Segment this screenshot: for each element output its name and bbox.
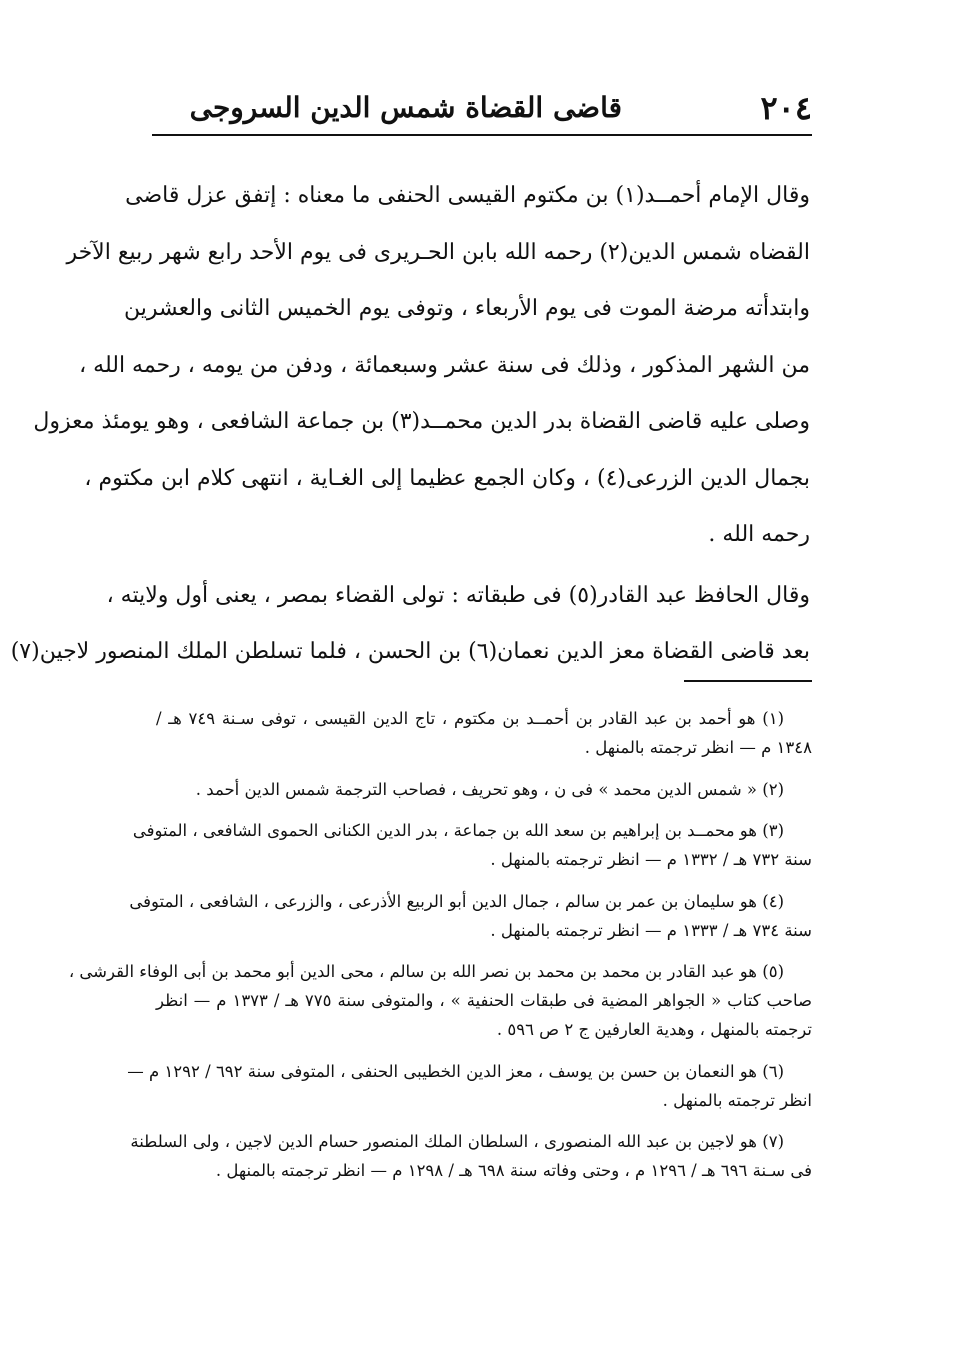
main-text [10, 168, 810, 681]
footnote-4 [129, 887, 812, 945]
footnote-line: (١) هو أحمد بن عبد القادر بن أحمــد بن مكتوم ، تاج الدين القيسى ، توفى سـنة ٧٤٩ هـ / [156, 709, 784, 728]
footnote-line: سنة ٧٣٢ هـ / ١٣٣٢ م — انظر ترجمته بالمنهل . [490, 850, 812, 869]
text-line: وقال الإمام أحمــد(١) بن مكتوم القيسى الحنفى ما معناه : إتفق عزل قاضى [125, 183, 810, 208]
footnotes [68, 704, 812, 1198]
text-line: وقال الحافظ عبد القادر(٥) فى طبقاته : تولى القضاء بمصر ، يعنى أول ولايته ، [106, 582, 810, 608]
header-rule [152, 134, 812, 136]
page-number: ٢٠٤ [760, 89, 812, 127]
footnote-line: سنة ٧٣٤ هـ / ١٣٣٣ م — انظر ترجمته بالمنهل . [490, 920, 812, 940]
footnote-line: (٤) هو سليمان بن عمر بن سالم ، جمال الدين أبو الربيع الأذرعى ، والزرعى ، الشافعى ، المتوفى [129, 891, 784, 911]
footnote-line: انظر ترجمته بالمنهل . [662, 1090, 812, 1110]
footnote-line: (٢) « شمس الدين محمد » فى ن ، وهو تحريف ، فصاحب الترجمة شمس الدين أحمد . [195, 779, 784, 799]
footnote-5 [68, 957, 812, 1044]
footnote-2 [156, 775, 812, 804]
footnote-line: صاحب كتاب « الجواهر المضية فى طبقات الحنفية » ، والمتوفى سنة ٧٧٥ هـ / ١٣٧٣ م — انظر [156, 991, 812, 1010]
footnote-line: فى سـنة ٦٩٦ هـ / ١٢٩٦ م ، وحتى وفاته سنة ٦٩٨ هـ / ١٢٩٨ م — انظر ترجمته بالمنهل . [215, 1161, 812, 1180]
paragraph-2 [10, 568, 810, 681]
footnote-line: (٣) هو محمــد بن إبراهيم بن سعد الله بن جماعة ، بدر الدين الكنانى الحموى الشافعى ، المتوفى [132, 821, 784, 840]
paragraph-1 [33, 168, 810, 564]
footnote-line: (٦) هو النعمان بن حسن بن يوسف ، معز الدين الخطيبى الحنفى ، المتوفى سنة ٦٩٢ / ١٢٩٢ م — [127, 1061, 784, 1081]
text-line: بجمال الدين الزرعى(٤) ، وكان الجمع عظيما إلى الغـاية ، انتهى كلام ابن مكتوم ، [84, 465, 810, 491]
footnote-3 [132, 816, 812, 874]
footnote-line: (٥) هو عبد القادر بن محمد بن محمد بن نصر الله بن سالم ، محى الدين أبو محمد بن أبى الوفاء القرشى ، [68, 962, 784, 981]
text-line: القضاه شمس الدين(٢) رحمه الله بابن الحـريرى فى يوم الأحد رابع شهر ربيع الآخر [66, 239, 810, 265]
running-title: قاضى القضاة شمس الدين السروجى [189, 91, 622, 124]
text-line: وابتدأته مرضة الموت فى يوم الأربعاء ، وتوفى يوم الخميس الثانى والعشرين [124, 296, 810, 321]
footnote-7 [130, 1127, 812, 1185]
text-line: رحمه الله . [708, 522, 810, 547]
footnote-line: ترجمته بالمنهل ، وهدية العارفين ج ٢ ص ٥٩٦ . [496, 1020, 812, 1039]
footnote-separator [684, 680, 812, 682]
text-line: من الشهر المذكور ، وذلك فى سنة عشر وسبعمائة ، ودفن من يومه ، رحمه الله ، [79, 352, 810, 378]
text-line: وصلى عليه قاضى القضاة بدر الدين محمــد(٣) بن جماعة الشافعى ، وهو يومئذ معزول [33, 409, 810, 434]
footnote-1 [156, 704, 812, 762]
footnote-6 [127, 1057, 812, 1115]
footnote-line: (٧) هو لاجين بن عبد الله المنصورى ، السلطان الملك المنصور حسام الدين لاجين ، ولى السلطنة [130, 1132, 784, 1151]
page-header [152, 88, 812, 132]
footnote-line: ١٣٤٨ م — انظر ترجمته بالمنهل . [584, 738, 812, 757]
text-line: بعد قاضى القضاة معز الدين نعمان(٦) بن الحسن ، فلما تسلطن الملك المنصور لاجين(٧) [10, 639, 810, 664]
